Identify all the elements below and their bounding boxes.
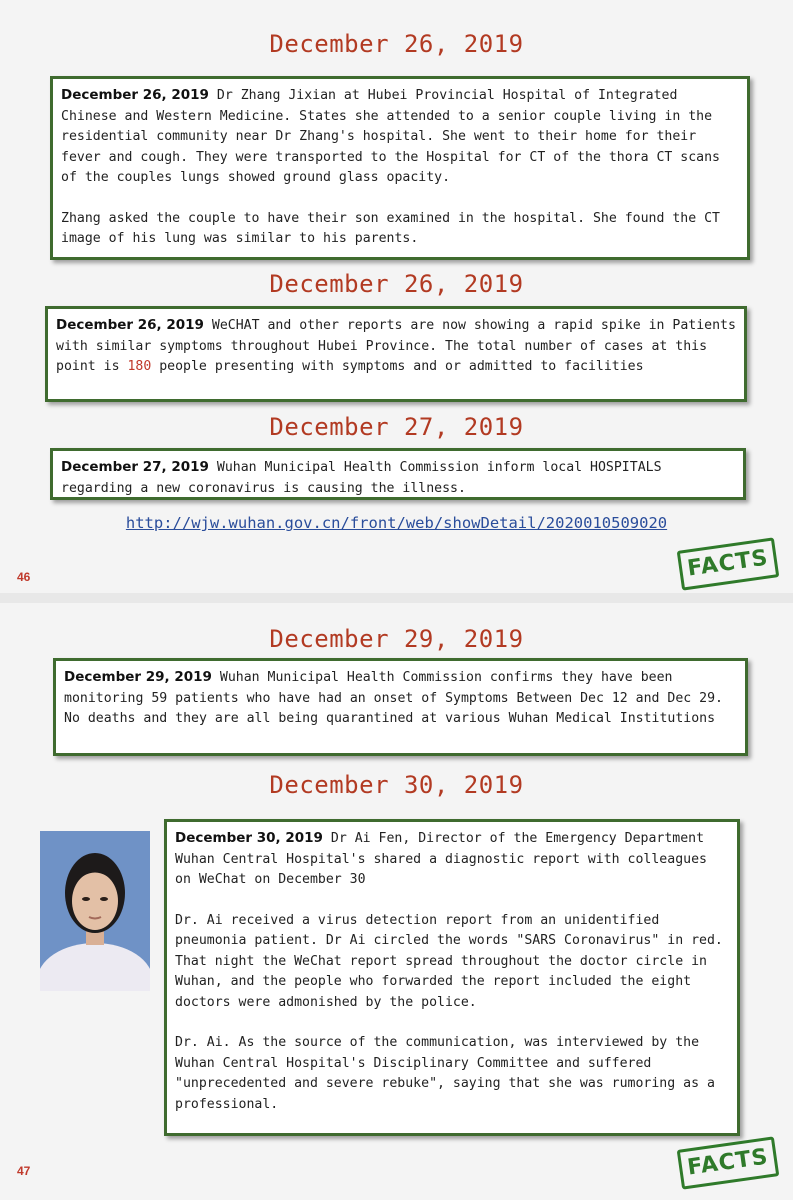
date-heading: December 26, 2019	[269, 30, 524, 58]
paragraph	[56, 315, 736, 378]
event-text: WeCHAT and other reports are now showing a rapid spike in Patients with similar symptoms throughout Hubei Province. The total number of cases at this point is	[56, 318, 736, 374]
case-count: 180	[127, 359, 152, 374]
event-text: Wuhan Municipal Health Commission inform local HOSPITALS regarding a new coronavirus is causing the illness.	[61, 460, 662, 496]
paragraph	[61, 457, 735, 499]
event-date: December 27, 2019	[61, 459, 209, 475]
event-text: people presenting with symptoms and or admitted to facilities	[151, 359, 644, 374]
event-box	[164, 819, 740, 1136]
paragraph: Dr. Ai received a virus detection report from an unidentified pneumonia patient. Dr Ai circled the words "SARS Coronavirus" in red. That night the WeChat report spread throughout the doctor circle in Wuhan, and the people who forwarded the report included the eight doctors were admonished by the police.	[175, 912, 723, 1010]
paragraph: Dr. Ai. As the source of the communication, was interviewed by the Wuhan Central Hospital's Disciplinary Committee and suffered "unprecedented and severe rebuke", saying that she was rumoring as a professional.	[175, 1035, 715, 1112]
facts-stamp: FACTS	[677, 537, 780, 590]
date-heading: December 29, 2019	[269, 625, 524, 653]
event-text: Dr Ai Fen, Director of the Emergency Department Wuhan Central Hospital's shared a diagnostic report with colleagues on WeChat on December 30	[175, 831, 707, 887]
page-number: 47	[17, 1164, 31, 1178]
event-box	[53, 658, 748, 756]
date-heading: December 30, 2019	[269, 771, 524, 799]
page-number: 46	[17, 570, 31, 584]
event-text: Wuhan Municipal Health Commission confirms they have been monitoring 59 patients who have had an onset of Symptoms Between Dec 12 and Dec 29. No deaths and they are all being quarantined at various Wuhan Medical Institutions	[64, 670, 723, 726]
source-link[interactable]: http://wjw.wuhan.gov.cn/front/web/showDetail/2020010509020	[125, 514, 668, 532]
date-heading: December 26, 2019	[269, 270, 524, 298]
slide-47	[0, 603, 793, 1200]
paragraph: Zhang asked the couple to have their son examined in the hospital. She found the CT image of his lung was similar to his parents.	[61, 210, 720, 246]
paragraph	[175, 828, 729, 891]
portrait-photo	[40, 831, 150, 991]
date-heading: December 27, 2019	[269, 413, 524, 441]
event-date: December 26, 2019	[61, 87, 209, 103]
event-box	[45, 306, 747, 402]
slide-46	[0, 0, 793, 593]
paragraph	[64, 667, 737, 730]
portrait-image	[40, 831, 150, 991]
event-date: December 26, 2019	[56, 317, 204, 333]
event-date: December 29, 2019	[64, 669, 212, 685]
event-text: Dr Zhang Jixian at Hubei Provincial Hospital of Integrated Chinese and Western Medicine. States she attended to a senior couple living in the residential community near Dr Zhang's hospital. She went to their home for their fever and cough. They were transported to the Hospital for CT of the thora CT scans of the couples lungs showed ground glass opacity.	[61, 88, 720, 185]
facts-stamp: FACTS	[677, 1136, 780, 1189]
event-box	[50, 76, 750, 260]
event-box	[50, 448, 746, 500]
event-date: December 30, 2019	[175, 830, 323, 846]
paragraph	[61, 85, 739, 189]
